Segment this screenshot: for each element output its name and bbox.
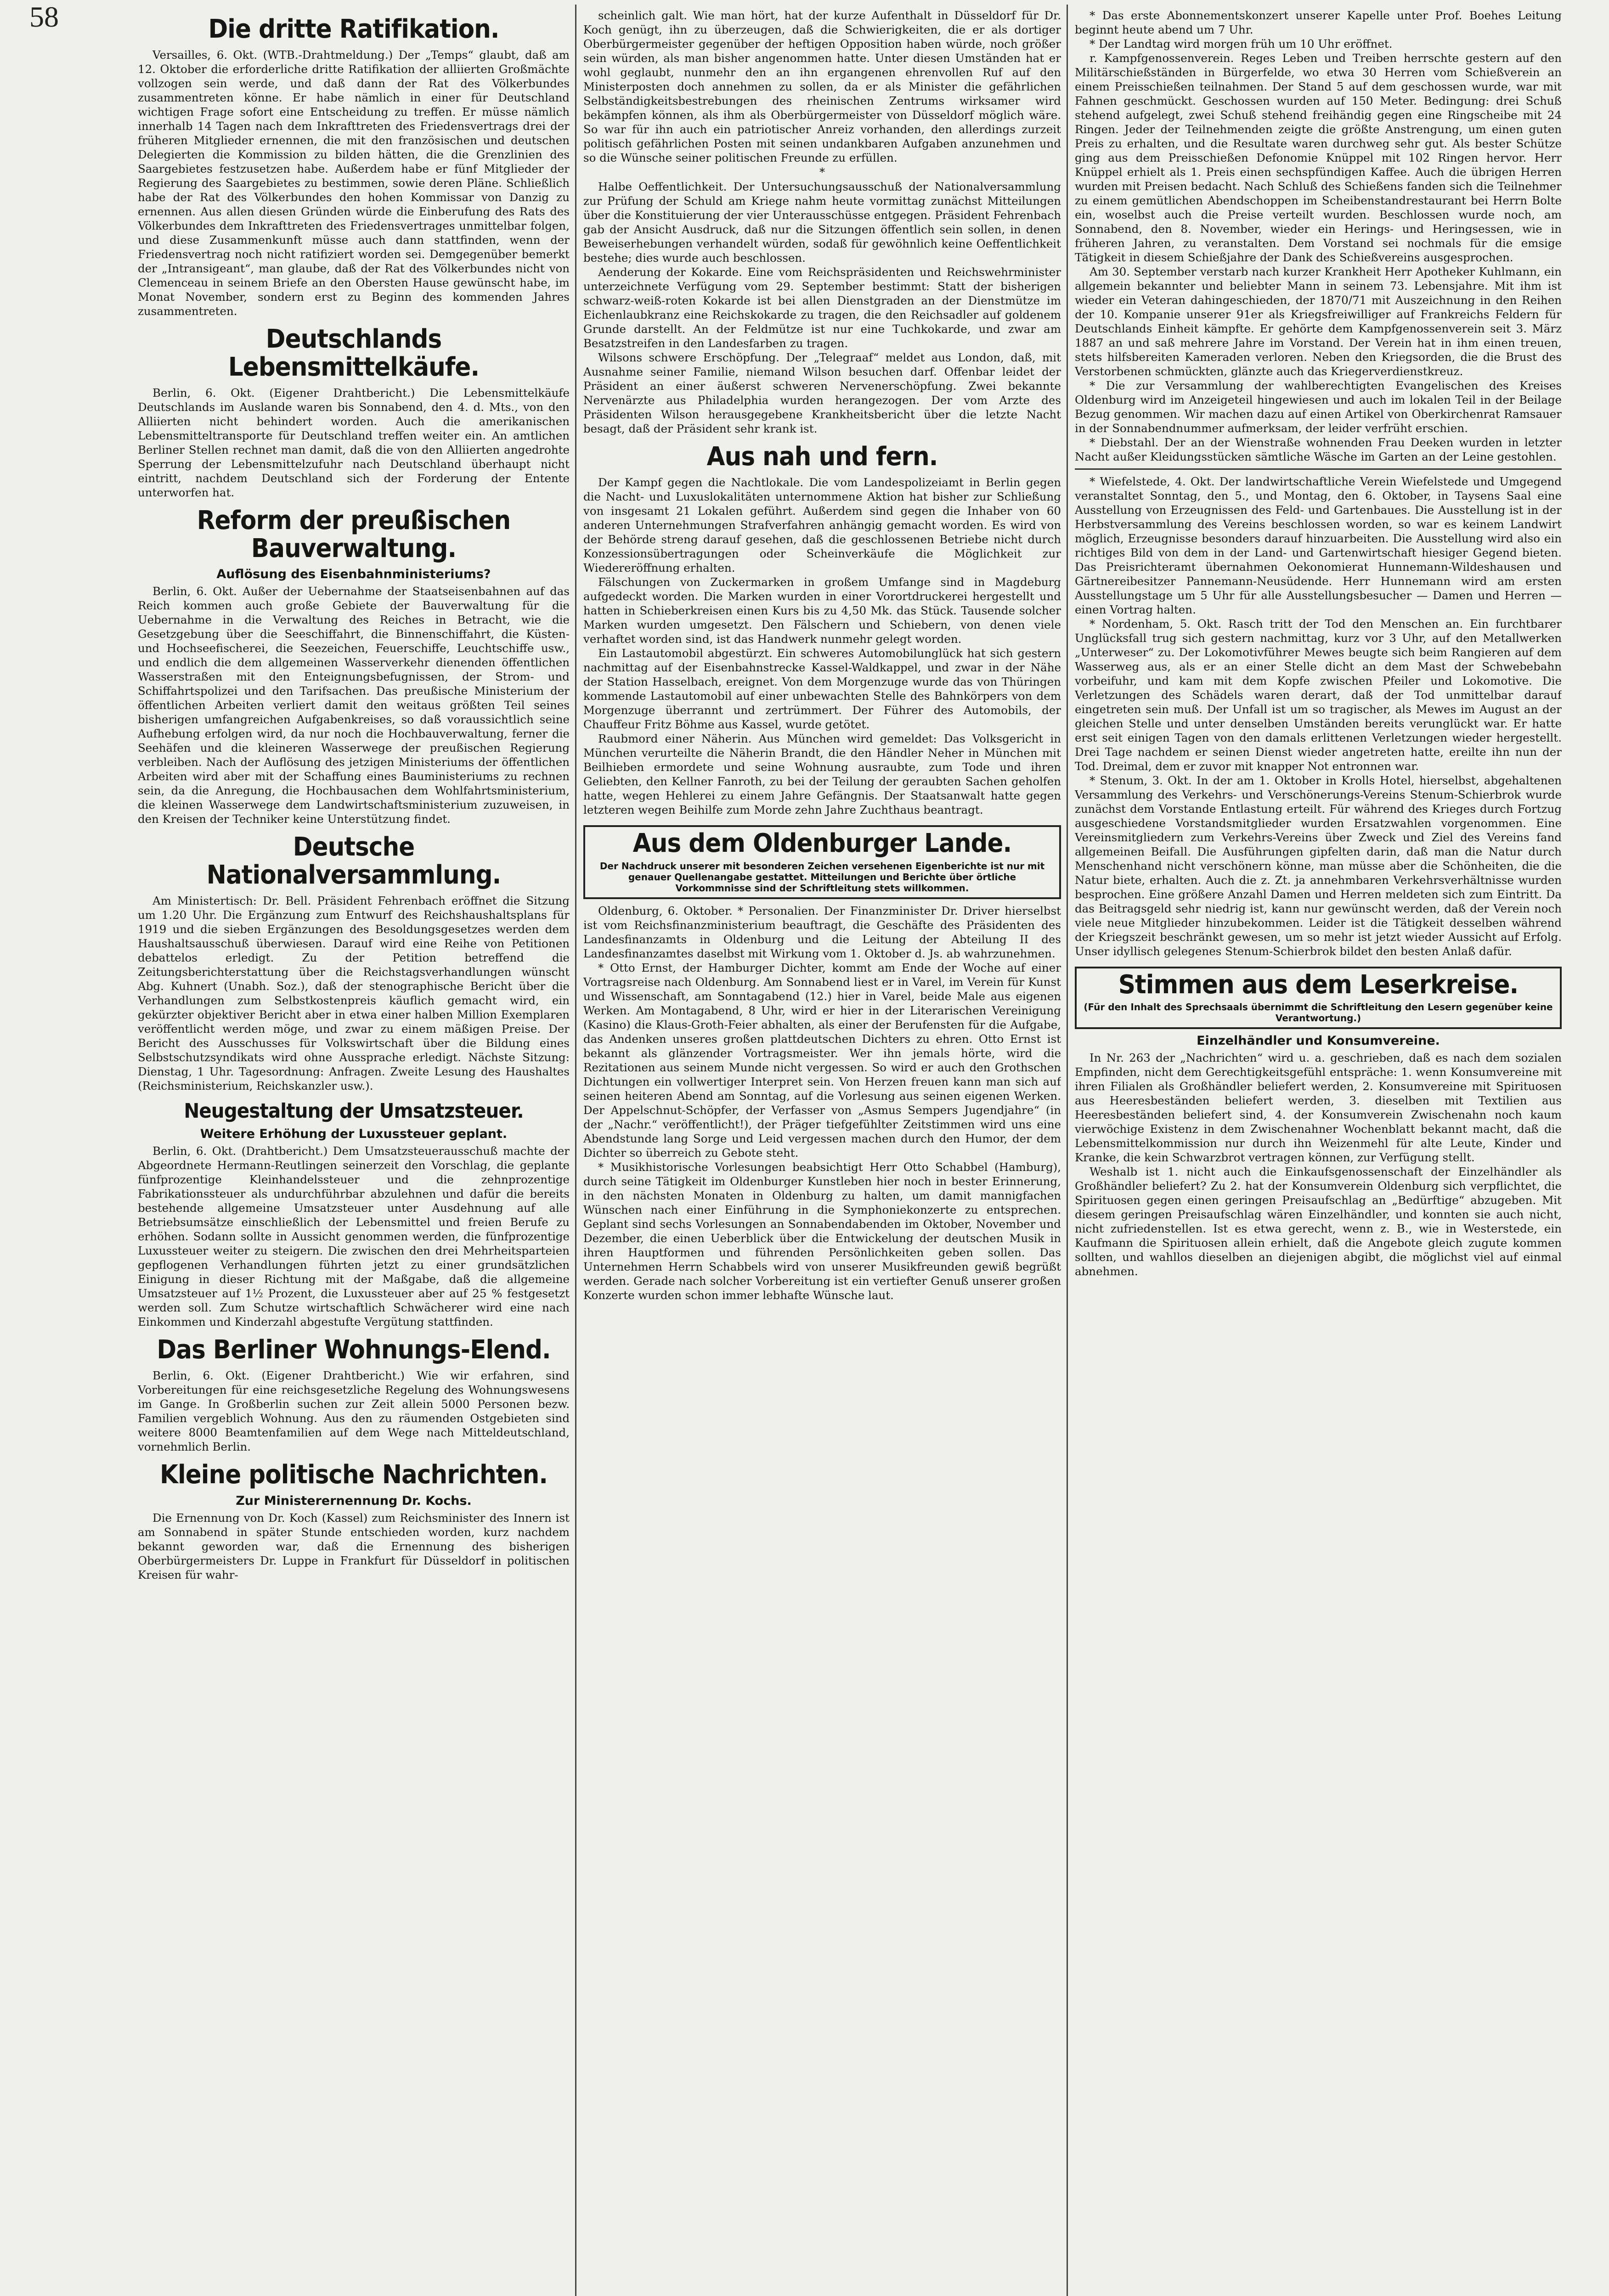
article-text: Wilsons schwere Erschöpfung. Der „Telegraaf“ meldet aus London, daß, mit Ausnahme seiner Familie, niemand Wilson besuchen darf. Offenbar leidet der Präsident an einer äußerst schweren Nervenerschöpfung. Zwei bekannte Nervenärzte aus Philadelphia wurden herangezogen. Der vom Arzte des Präsidenten Wilson herausgegebene Krankheitsbericht über die letzte Nacht besagt, daß der Präsident sehr krank ist.	[583, 351, 1061, 435]
disclaimer-note: (Für den Inhalt des Sprechsaals übernimmt die Schriftleitung den Lesern gegenüber keine Verantwortung.)	[1084, 1002, 1553, 1024]
article-text: Fälschungen von Zuckermarken in großem Umfange sind in Magdeburg aufgedeckt worden. Die Marken wurden in einer Vorortdruckerei hergestellt und hatten in Schieberkreisen einen Kurs bis zu 4,50 Mk. das Stück. Tausende solcher Marken wurden umgesetzt. Den Fälschern und Schiebern, von denen viele verhaftet worden sind, ist das Handwerk nunmehr gelegt worden.	[583, 575, 1061, 646]
headline-reader-voices: Stimmen aus dem Leserkreise.	[1118, 970, 1519, 1000]
article-text: Oldenburg, 6. Oktober. * Personalien. Der Finanzminister Dr. Driver hierselbst ist vom Reichsfinanzministerium beauftragt, die Geschäfte des Präsidenten des Landesfinanzamts in Oldenburg und die Leitung der Abteilung II des Landesfinanzamtes daselbst mit Wirkung vom 1. Oktober d. Js. ab wahrzunehmen.	[583, 904, 1061, 960]
headline-building-administration: Reform der preußischen Bauverwaltung.	[197, 506, 511, 563]
subheadline: Zur Ministerernennung Dr. Kochs.	[236, 1493, 472, 1508]
headline-near-and-far: Aus nah und fern.	[706, 442, 938, 472]
article-text: Berlin, 6. Okt. Außer der Uebernahme der Staatseisenbahnen auf das Reich kommen auch große Gebiete der Bauverwaltung für die Uebernahme in die Verwaltung des Reiches in Betracht, wie die Gesetzgebung über die Seeschiffahrt, die Binnenschiffahrt, die Küsten- und Hochseefischerei, die Seezeichen, Feuerschiffe, Leuchtschiffe usw., und endlich die dem allgemeinen Wasserverkehr dienenden öffentlichen Wasserstraßen mit den Enteignungsbefugnissen, der Strom- und Schiffahrtspolizei und den Tarifsachen. Das preußische Ministerium der öffentlichen Arbeiten verliert damit den weitaus größten Teil seines bisherigen umfangreichen Aufgabenkreises, so daß voraussichtlich seine Aufhebung erfolgen wird, da nur noch die Hochbauverwaltung, ferner die Seehäfen und die kleineren Wasserwege der preußischen Regierung verbleiben. Nach der Auflösung des jetzigen Ministeriums der öffentlichen Arbeiten wird aber mit der Schaffung eines Bauministeriums zu rechnen sein, da die Anregung, die Hochbausachen dem Wohlfahrtsministerium, die kleinen Wasserwege dem Landwirtschaftsministerium zuzuweisen, in den Kreisen der Techniker keine Unterstützung findet.	[138, 585, 570, 826]
article-text: Versailles, 6. Okt. (WTB.-Drahtmeldung.) Der „Temps“ glaubt, daß am 12. Oktober die erforderliche dritte Ratifikation der alliierten Großmächte vollzogen sein werde, und daß dann der Rat des Völkerbundes zusammentreten könne. Er habe nämlich in einer für Deutschland wichtigen Frage sofort eine Entscheidung zu treffen. Er müsse nämlich innerhalb 14 Tagen nach dem Inkrafttreten des Friedensvertrags drei der früheren Mitglieder ernennen, die mit den französischen und deutschen Delegierten die Kommission zu bilden hätten, die die Grenzlinien des Saargebietes festzusetzen habe. Außerdem habe er fünf Mitglieder der Regierung des Saargebietes zu bestimmen, sowie deren Pläne. Schließlich habe der Rat des Völkerbundes den hohen Kommissar von Danzig zu ernennen. Aus allen diesen Gründen würde die Einberufung des Rats des Völkerbundes dem Inkrafttreten des Friedensvertrages unmittelbar folgen, und diese Zusammenkunft müsse auch dann stattfinden, wenn der Friedensvertrag noch nicht ratifiziert worden sei. Demgegenüber bemerkt der „Intransigeant“, man glaube, daß der Rat des Völkerbundes nicht von Clemenceau in seinem Briefe an den Obersten Hause gewünscht habe, im Monat November, sondern erst zu Beginn des kommenden Jahres zusammentreten.	[138, 48, 570, 318]
reprint-note: Der Nachdruck unserer mit besonderen Zeichen versehenen Eigenberichte ist nur mit genauer Quellenangabe gestattet. Mitteilungen und Berichte über örtliche Vorkommnisse sind der Schriftleitung stets willkommen.	[599, 860, 1045, 894]
column-rule	[575, 5, 576, 2296]
article-text: Berlin, 6. Okt. (Drahtbericht.) Dem Umsatzsteuerausschuß machte der Abgeordnete Hermann-Reutlingen seinerzeit den Vorschlag, die geplante fünfprozentige Kleinhandelssteuer und die zehnprozentige Fabrikationssteuer als undurchführbar abzulehnen und dafür die bereits bestehende allgemeine Umsatzsteuer unter Ausdehnung auf alle Betriebsumsätze einschließlich der Lebensmittel und freien Berufe zu erhöhen. Sodann sollte in Aussicht genommen werden, die fünfprozentige Luxussteuer weiter zu steigern. Die zwischen den drei Mehrheitsparteien gepflogenen Verhandlungen führten jetzt zu einer grundsätzlichen Einigung in dieser Richtung mit der Maßgabe, daß die allgemeine Umsatzsteuer auf 1½ Prozent, die Luxussteuer aber auf 25 % festgesetzt werden soll. Zum Schutze wirtschaftlich Schwächerer wird eine nach Einkommen und Kinderzahl abgestufte Vergütung stattfinden.	[138, 1144, 570, 1328]
article-text: * Musikhistorische Vorlesungen beabsichtigt Herr Otto Schabbel (Hamburg), durch seine Tätigkeit im Oldenburger Kunstleben hier noch in bester Erinnerung, in den nächsten Monaten in Oldenburg zu halten, um damit mannigfachen Wünschen nach einer Einführung in die Symphoniekonzerte zu entsprechen. Geplant sind sechs Vorlesungen an Sonnabendabenden im Oktober, November und Dezember, die einen Ueberblick über die Entwickelung der deutschen Musik in ihren Hauptformen und führenden Persönlichkeiten geben sollen. Das Unternehmen Herrn Schabbels wird von unserer Musikfreunden gewiß begrüßt werden. Gerade nach solcher Vorbereitung ist ein vertiefter Genuß unserer großen Konzerte wurden schon immer lebhafte Wünsche laut.	[583, 1160, 1061, 1302]
article-text: Berlin, 6. Okt. (Eigener Drahtbericht.) Wie wir erfahren, sind Vorbereitungen für eine reichsgesetzliche Regelung des Wohnungswesens im Gange. In Großberlin suchen zur Zeit allein 5000 Personen bezw. Familien vergeblich Wohnung. Aus den zu räumenden Ostgebieten sind weitere 8000 Beamtenfamilien auf dem Wege nach Mitteldeutschland, vornehmlich Berlin.	[138, 1369, 570, 1454]
headline-national-assembly: Deutsche Nationalversammlung.	[206, 832, 501, 890]
article-text: * Das erste Abonnementskonzert unserer Kapelle unter Prof. Boehes Leitung beginnt heute abend um 7 Uhr.	[1075, 9, 1562, 36]
article-text: Halbe Oeffentlichkeit. Der Untersuchungsausschuß der Nationalversammlung zur Prüfung der Schuld am Kriege nahm heute vormittag zunächst Mitteilungen über die Konstituierung der vier Unterausschüsse entgegen. Präsident Fehrenbach gab der Ansicht Ausdruck, daß nur die Sitzungen öffentlich sein sollen, in denen Beweiserhebungen verhandelt würden, sodaß für gewöhnlich keine Oeffentlichkeit bestehe; dies wurde auch beschlossen.	[583, 180, 1061, 264]
article-text: * Stenum, 3. Okt. In der am 1. Oktober in Krolls Hotel, hierselbst, abgehaltenen Versammlung des Verkehrs- und Verschönerungs-Vereins Stenum-Schierbrok wurde zunächst dem Vorstande Entlastung erteilt. Für während des Krieges durch Fortzug ausgeschiedene Vorstandsmitglieder wurden Ersatzwahlen vorgenommen. Eine Vereinsmitgliedern zum Verkehrs-Vereins über Zweck und Ziel des Vereins fand allgemeinen Beifall. Die Ausführungen gipfelten darin, daß man die Natur durch Menschenhand nicht verschönern könne, man müsse aber die Schönheiten, die die Natur biete, erhalten. Auch die z. Zt. ja annehmbaren Verkehrsverhältnisse wurden besprochen. Eine größere Anzahl Damen und Herren meldeten sich zum Eintritt. Da das Beitragsgeld sehr niedrig ist, kann nur gewünscht werden, daß der Verein noch viele neue Mitglieder hinzubekommen. Leider ist die Tätigkeit desselben während der Kriegszeit beschränkt gewesen, um so mehr ist jetzt wieder Aussicht auf Erfolg. Unser idyllisch gelegenes Stenum-Schierbrok bildet den besten Anlaß dafür.	[1075, 774, 1562, 958]
column-left	[138, 8, 570, 2296]
subheadline: Auflösung des Eisenbahnministeriums?	[216, 567, 491, 582]
divider	[1075, 468, 1562, 470]
section-header-box	[583, 825, 1061, 899]
column-middle	[583, 8, 1061, 2296]
article-text: * Nordenham, 5. Okt. Rasch tritt der Tod den Menschen an. Ein furchtbarer Unglücksfall trug sich gestern nachmittag, kurz vor 3 Uhr, auf den Metallwerken „Unterweser“ zu. Der Lokomotivführer Mewes beugte sich beim Rangieren auf dem Wasserweg aus, als er an einer Stelle dicht an dem Mast der Schwebebahn vorbeifuhr, und kam mit dem Kopfe zwischen Pfeiler und Lokomotive. Die Verletzungen des Schädels waren derart, daß der Tod unmittelbar darauf eingetreten sein muß. Der Unfall ist um so tragischer, als Mewes im August an der gleichen Stelle und unter denselben Umständen bereits verunglückt war. Er hatte erst seit einigen Tagen von den damals erlittenen Verletzungen wieder hergestellt. Drei Tage nachdem er seinen Dienst wieder angetreten hatte, ereilte ihn nun der Tod. Dreimal, dem er zuvor mit knapper Not entronnen war.	[1075, 617, 1562, 773]
column-right	[1075, 8, 1562, 2296]
article-text: Ein Lastautomobil abgestürzt. Ein schweres Automobilunglück hat sich gestern nachmittag auf der Eisenbahnstrecke Kassel-Waldkappel, und zwar in der Nähe der Station Hasselbach, ereignet. Von dem Morgenzuge wurde das von Thüringen kommende Lastautomobil auf einer unbewachten Stelle des Bahnkörpers von dem Morgenzuge überrannt und zertrümmert. Der Führer des Automobils, der Chauffeur Fritz Böhme aus Kassel, wurde getötet.	[583, 647, 1061, 732]
article-text: * Diebstahl. Der an der Wienstraße wohnenden Frau Deeken wurden in letzter Nacht außer Kleidungsstücken sämtliche Wäsche im Garten an der Leine gestohlen.	[1075, 436, 1562, 463]
headline-turnover-tax: Neugestaltung der Umsatzsteuer.	[184, 1099, 524, 1123]
subheadline: Weitere Erhöhung der Luxussteuer geplant.	[200, 1126, 508, 1141]
article-text: Aenderung der Kokarde. Eine vom Reichspräsidenten und Reichswehrminister unterzeichnete Verfügung vom 29. September bestimmt: Statt der bisherigen schwarz-weiß-roten Kokarde ist bei allen Dienstgraden an der Dienstmütze im Eichenlaubkranz eine Reichskokarde zu tragen, die den Reichsadler auf goldenem Grunde darstellt. An der Feldmütze ist nur eine Tuchkokarde, und zwar am Besatzstreifen in den Landesfarben zu tragen.	[583, 265, 1061, 350]
article-text: Berlin, 6. Okt. (Eigener Drahtbericht.) Die Lebensmittelkäufe Deutschlands im Auslande waren bis Sonnabend, den 4. d. Mts., von den Alliierten nicht behindert worden. Auch die amerikanischen Lebensmitteltransporte für Deutschland treffen weiter ein. An amtlichen Berliner Stellen rechnet man damit, daß die von den Alliierten angedrohte Sperrung der Lebensmittelzufuhr nach Deutschland überhaupt nicht eintritt, nachdem Deutschland sich der Forderung der Entente unterworfen hat.	[138, 386, 570, 500]
section-header-box	[1075, 967, 1562, 1029]
article-text: In Nr. 263 der „Nachrichten“ wird u. a. geschrieben, daß es nach dem sozialen Empfinden, nicht dem Gerechtigkeitsgefühl entspräche: 1. wenn Konsumvereine mit ihren Filialen als Großhändler beliefert werden, 2. Konsumvereine mit Spirituosen aus Heeresbeständen beliefert werden, 3. dieselben mit Textilien aus Heeresbeständen beliefert sind, 4. der Konsumverein Zwischenahn noch kaum vierwöchige Existenz in dem Zwischenahner Wochenblatt bekannt macht, daß die Lebensmittelkommission nur durch ihn Weizenmehl für alte Leute, Kinder und Kranke, die kein Schwarzbrot vertragen können, zur Verfügung stellt.	[1075, 1051, 1562, 1165]
headline-small-political-news: Kleine politische Nachrichten.	[159, 1460, 548, 1490]
headline-housing-crisis: Das Berliner Wohnungs-Elend.	[157, 1334, 551, 1365]
headline-oldenburg-region: Aus dem Oldenburger Lande.	[632, 828, 1012, 859]
column-rule	[1067, 5, 1068, 2296]
subheadline: Einzelhändler und Konsumvereine.	[1197, 1034, 1440, 1048]
headline-food-purchases: Deutschlands Lebensmittelkäufe.	[228, 324, 480, 382]
page-number: 58	[29, 0, 59, 33]
article-text: Der Kampf gegen die Nachtlokale. Die vom Landespolizeiamt in Berlin gegen die Nacht- und Luxuslokalitäten unternommene Aktion hat bisher zur Schließung von insgesamt 21 Lokalen geführt. Außerdem sind gegen die Inhaber von 60 anderen Unternehmungen Strafverfahren anhängig gemacht worden. Es wird von der Behörde streng darauf gesehen, daß die geschlossenen Betriebe nicht durch Konzessionsübertragungen oder Scheinverkäufe die Möglichkeit zur Wiedereröffnung erhalten.	[583, 476, 1061, 575]
article-text: Am Ministertisch: Dr. Bell. Präsident Fehrenbach eröffnet die Sitzung um 1.20 Uhr. Die Ergänzung zum Entwurf des Reichshaushaltsplans für 1919 und die sieben Ergänzungen des Besoldungsgesetzes werden dem Haushaltsausschuß überwiesen. Darauf wird eine Reihe von Petitionen debattelos erledigt. Zu der Petition betreffend die Zeitungsberichterstattung über die Reichstagsverhandlungen wünscht Abg. Kuhnert (Unabh. Soz.), daß der stenographische Bericht über die Verhandlungen zum Selbstkostenpreis käuflich gemacht wird, ein gekürzter objektiver Bericht aber in etwa einer halben Million Exemplaren veröffentlicht werden möge, und zwar zu einem mäßigen Preise. Der Bericht des Ausschusses für Volkswirtschaft über die Bildung eines Selbstschutzsyndikats wird ohne Aussprache erledigt. Nächste Sitzung: Dienstag, 1 Uhr. Tagesordnung: Anfragen. Zweite Lesung des Haushaltes (Reichsministerium, Reichskanzler usw.).	[138, 894, 570, 1093]
article-text: * Der Landtag wird morgen früh um 10 Uhr eröffnet.	[1090, 37, 1393, 51]
article-text: * Die zur Versammlung der wahlberechtigten Evangelischen des Kreises Oldenburg wird im Anzeigeteil hingewiesen und auch im lokalen Teil in der Beilage Bezug genommen. Wir machen dazu auf einen Artikel von Oberkirchenrat Ramsauer in der Sonnabendnummer aufmerksam, der leider verfrüht erschien.	[1075, 379, 1562, 435]
article-text: * Otto Ernst, der Hamburger Dichter, kommt am Ende der Woche auf einer Vortragsreise nach Oldenburg. Am Sonnabend liest er in Varel, im Verein für Kunst und Wissenschaft, am Sonntagabend (12.) hier in Varel, beide Male aus eigenen Werken. Am Montagabend, 8 Uhr, wird er hier in der Literarischen Vereinigung (Kasino) die Klaus-Groth-Feier abhalten, als einer der Berufensten für die Aufgabe, das Andenken unseres großen plattdeutschen Dichters zu ehren. Otto Ernst ist bekannt als glänzender Vortragsmeister. Wer ihn jemals hörte, wird die Rezitationen aus seinem Munde nicht vergessen. So wird er auch den Grothschen Dichtungen ein vollwertiger Interpret sein. Von Herzen freuen kann man sich auf seinen heiteren Abend am Sonntag, auf die Vorlesung aus seinen eigenen Werken. Der Appelschnut-Schöpfer, der Verfasser von „Asmus Sempers Jugendjahre“ (in der „Nachr.“ veröffentlicht!), der Präger tiefgefühlter Zeitstimmen wird uns eine Abendstunde lang Sorge und Leid vergessen machen durch den Humor, der dem Dichter so überreich zu Gebote steht.	[583, 961, 1061, 1159]
article-text: Raubmord einer Näherin. Aus München wird gemeldet: Das Volksgericht in München verurteilte die Näherin Brandt, die den Händler Neher in München mit Beilhieben ermordete und seine Wohnung ausraubte, zum Tode und ihren Geliebten, den Kellner Fanroth, zu bei der Teilung der geraubten Sachen geholfen hatte, wegen Hehlerei zu einem Jahre Gefängnis. Der Staatsanwalt hatte gegen letzteren wegen Beihilfe zum Morde zehn Jahre Zuchthaus beantragt.	[583, 732, 1061, 817]
article-text: Weshalb ist 1. nicht auch die Einkaufsgenossenschaft der Einzelhändler als Großhändler beliefert? Zu 2. hat der Konsumverein Oldenburg sich verpflichtet, die Spirituosen gegen einen geringen Preisaufschlag an „Bedürftige“ abzugeben. Mit diesem geringen Preisaufschlag wären Einzelhändler, und konnten sie auch nicht, nicht zufriedenstellen. Ist es etwa gerecht, wenn z. B., wie in Westerstede, ein Kaufmann die Spirituosen allein erhielt, daß die Angebote gleich zugute kommen sollten, und wahllos dieselben an diejenigen abgibt, die möglichst viel auf einmal abnehmen.	[1075, 1165, 1562, 1278]
article-text: Am 30. September verstarb nach kurzer Krankheit Herr Apotheker Kuhlmann, ein allgemein bekannter und beliebter Mann in seinem 73. Lebensjahre. Mit ihm ist wieder ein Veteran dahingeschieden, der 1870/71 mit Auszeichnung in den Reihen der 10. Kompanie unserer 91er als Kriegsfreiwilliger auf Frankreichs Feldern für Deutschlands Einheit kämpfte. Er gehörte dem Kampfgenossenverein seit 3. März 1887 an und saß mehrere Jahre im Vorstand. Der Verein hat in ihm einen treuen, stets hilfsbereiten Kameraden verloren. Neben den Kriegsorden, die die Brust des Verstorbenen schmückten, glänzte auch das Kriegerverdienstkreuz.	[1075, 265, 1562, 378]
separator-star: *	[819, 166, 825, 179]
article-text: * Wiefelstede, 4. Okt. Der landwirtschaftliche Verein Wiefelstede und Umgegend veranstaltet Sonntag, den 5., und Montag, den 6. Oktober, in Taysens Saal eine Ausstellung von Erzeugnissen des Feld- und Gartenbaues. Die Ausstellung ist in der Herbstversammlung des Vereins beschlossen worden, so war es keinem Landwirt möglich, Erzeugnisse besonders darauf hinzuarbeiten. Die Ausstellung wird also ein richtiges Bild von dem in der Land- und Gartenwirtschaft hiesiger Gegend bieten. Das Preisrichteramt übernahmen Oekonomierat Hunnemann-Wildeshausen und Gärtnereibesitzer Pannemann-Neusüdende. Herr Hunnemann wird am ersten Ausstellungstage um 5 Uhr für alle Ausstellungsbesucher — Damen und Herren — einen Vortrag halten.	[1075, 475, 1562, 616]
article-text: scheinlich galt. Wie man hört, hat der kurze Aufenthalt in Düsseldorf für Dr. Koch genügt, ihn zu überzeugen, daß die Schwierigkeiten, die er als dortiger Oberbürgermeister gegenüber der heftigen Opposition haben würde, noch größer sein würden, als man bisher angenommen hatte. Unter diesen Umständen hat er wohl geglaubt, nunmehr den an ihn ergangenen ehrenvollen Ruf auf den Ministerposten doch annehmen zu sollen, da er als Minister die gefährlichen Selbständigkeitsbestrebungen des rheinischen Zentrums wirksamer wird bekämpfen können, als ihm als Oberbürgermeister von Düsseldorf möglich wäre. So war für ihn auch ein patriotischer Anreiz vorhanden, den allerdings zurzeit politisch gefährlichen Posten mit seinen undankbaren Aufgaben anzunehmen und so die Wünsche seiner politischen Freunde zu erfüllen.	[583, 9, 1061, 164]
article-text: Die Ernennung von Dr. Koch (Kassel) zum Reichsminister des Innern ist am Sonnabend in später Stunde entschieden worden, kurz nachdem bekannt geworden war, daß die Ernennung des bisherigen Oberbürgermeisters Dr. Luppe in Frankfurt für Düsseldorf in politischen Kreisen für wahr-	[138, 1511, 570, 1581]
headline-ratification: Die dritte Ratifikation.	[208, 14, 499, 44]
article-text: r. Kampfgenossenverein. Reges Leben und Treiben herrschte gestern auf den Militärschießständen in Bürgerfelde, wo etwa 30 Herren vom Schießverein an einem Preisschießen teilnahmen. Der Stand 5 auf dem geschossen wurde, war mit Fahnen geschmückt. Geschossen wurden auf 150 Meter. Bedingung: drei Schuß stehend aufgelegt, zwei Schuß stehend freihändig gegen eine Ringscheibe mit 24 Ringen. Jeder der Teilnehmenden zeigte die größte Anstrengung, um einen guten Preis zu erhalten, und die Resultate waren durchweg sehr gut. Als bester Schütze ging aus dem Preisschießen Defonomie Knüppel mit 102 Ringen hervor. Herr Knüppel erhielt als 1. Preis einen sechspfündigen Kaffee. Auch die übrigen Herren wurden mit Preisen bedacht. Nach Schluß des Schießens fanden sich die Teilnehmer zu einem gemütlichen Abendschoppen im Scheibenstandrestaurant bei Herrn Bolte ein, woselbst auch die Preise verteilt wurden. Beschlossen wurde noch, am Sonnabend, den 8. November, wieder ein Herings- und Heringsessen, wie in früheren Jahren, zu veranstalten. Dem Vorstand sei nochmals für die emsige Tätigkeit in diesem Schießjahre der Dank des Schießvereins ausgesprochen.	[1075, 51, 1562, 264]
